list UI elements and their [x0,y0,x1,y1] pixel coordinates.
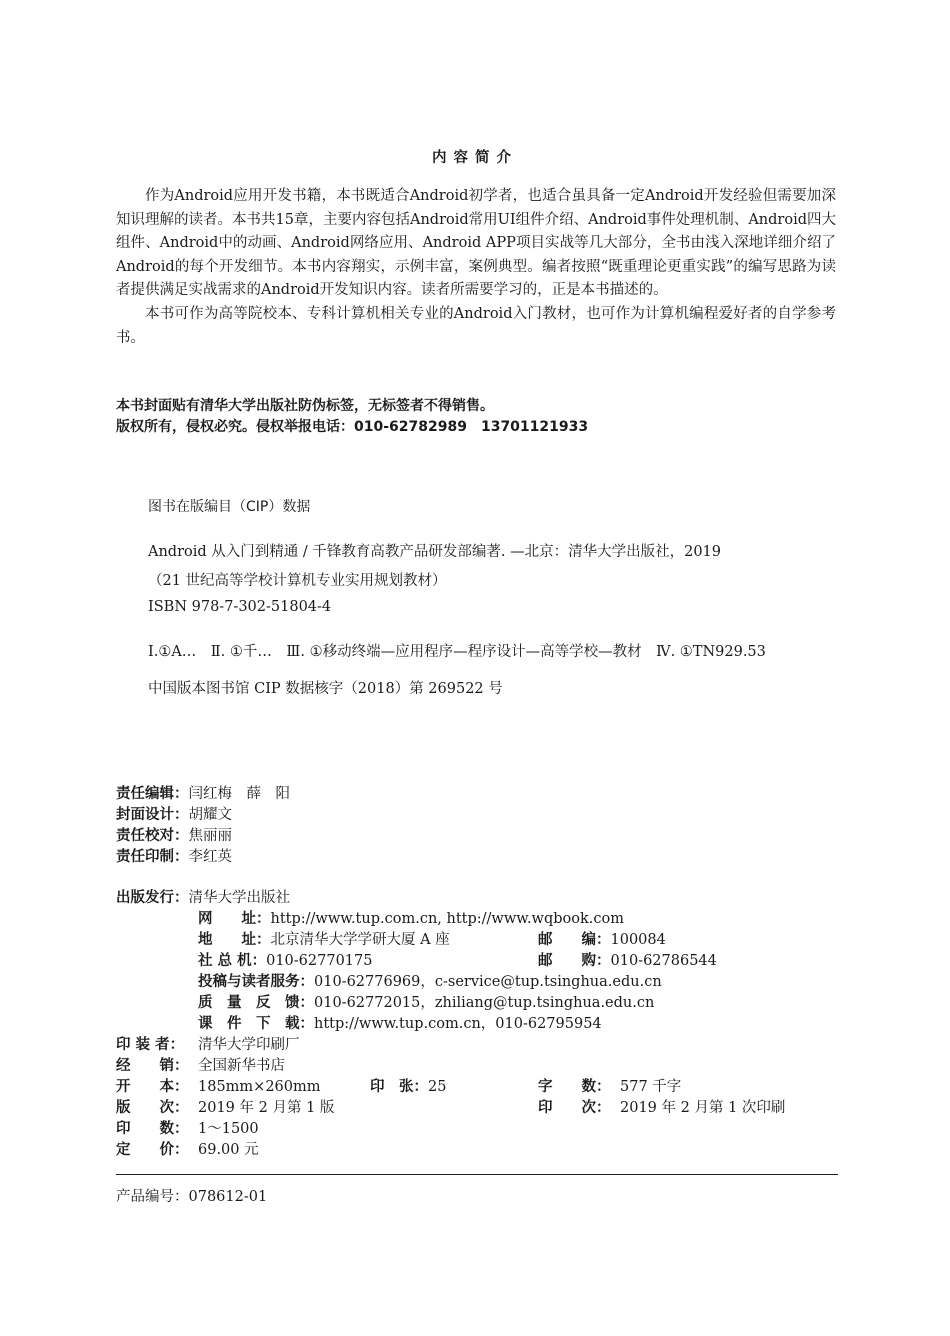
format-row: 开 本： 185mm×260mm 印 张：25 字 数： 577 千字 [116,1077,836,1098]
website-row: 网 址：http://www.tup.com.cn, http://www.wqbook.com [198,911,624,927]
address-row: 地 址：北京清华大学学研大厦 A 座 邮 编：100084 [198,930,838,951]
printer-row: 印 装 者： 清华大学印刷厂 [116,1037,300,1053]
print-supervisor-row: 责任印制：李红英 [116,849,232,865]
summary-paragraph-1: 作为Android应用开发书籍，本书既适合Android初学者，也适合虽具备一定Android开发经验但需要加深知识理解的读者。本书共15章，主要内容包括Android常用UI组件介绍、Android事件处理机制、Android四大组件、Android中的动画、Android网络应用、Android APP项目实战等几大部分，全书由浅入深地详细介绍了Android的每个开发细节。本书内容翔实，示例丰富，案例典型。编者按照“既重理论更重实践”的编写思路为读者提供满足实战需求的Android开发知识内容。读者所需要学习的，正是本书描述的。 [116,188,836,299]
editor-row: 责任编辑：闫红梅 薛 阳 [116,786,290,802]
cip-series-line: （21 世纪高等学校计算机专业实用规划教材） [148,573,447,589]
content-summary [116,185,836,350]
proofreader-row: 责任校对：焦丽丽 [116,828,232,844]
quality-feedback-row: 质 量 反 馈：010-62772015，zhiliang@tup.tsinghua.edu.cn [198,995,655,1011]
switchboard-row: 社 总 机：010-62770175 邮 购：010-62786544 [198,951,838,972]
cover-design-row: 封面设计：胡耀文 [116,807,232,823]
cip-heading: 图书在版编目（CIP）数据 [148,499,311,515]
publisher-row: 出版发行：清华大学出版社 [116,890,290,906]
print-run-row: 印 数： 1～1500 [116,1121,259,1137]
word-count: 字 数： 577 千字 [538,1079,682,1095]
price-row: 定 价： 69.00 元 [116,1142,259,1158]
reader-service-row: 投稿与读者服务：010-62776969，c-service@tup.tsinghua.edu.cn [198,974,662,990]
copyright-notice [116,396,856,438]
product-code: 产品编号：078612-01 [116,1189,268,1205]
zip-code: 邮 编：100084 [538,932,666,948]
cip-isbn-line: ISBN 978-7-302-51804-4 [148,599,332,615]
cip-classification-line: Ⅰ.①A… Ⅱ. ①千… Ⅲ. ①移动终端—应用程序—程序设计—高等学校—教材 Ⅳ. ①TN929.53 [148,644,766,660]
divider-rule [116,1174,838,1175]
impression: 印 次： 2019 年 2 月第 1 次印刷 [538,1100,786,1116]
cip-record-line: 中国版本图书馆 CIP 数据核字（2018）第 269522 号 [148,681,503,697]
printed-sheets: 印 张：25 [370,1079,447,1095]
courseware-download-row: 课 件 下 载：http://www.tup.com.cn，010-62795954 [198,1016,602,1032]
edition-row: 版 次： 2019 年 2 月第 1 版 印 次： 2019 年 2 月第 1 次印刷 [116,1098,836,1119]
cip-title-line: Android 从入门到精通 / 千锋教育高教产品研发部编著. —北京：清华大学出版社，2019 [148,544,722,560]
piracy-report-notice: 版权所有，侵权必究。侵权举报电话：010-62782989 13701121933 [116,419,589,435]
page-title: 内容简介 [432,150,518,166]
anti-counterfeit-notice: 本书封面贴有清华大学出版社防伪标签，无标签者不得销售。 [116,398,494,414]
summary-paragraph-2: 本书可作为高等院校本、专科计算机相关专业的Android入门教材，也可作为计算机编程爱好者的自学参考书。 [116,305,836,346]
mail-order: 邮 购：010-62786544 [538,953,717,969]
distributor-row: 经 销： 全国新华书店 [116,1058,285,1074]
